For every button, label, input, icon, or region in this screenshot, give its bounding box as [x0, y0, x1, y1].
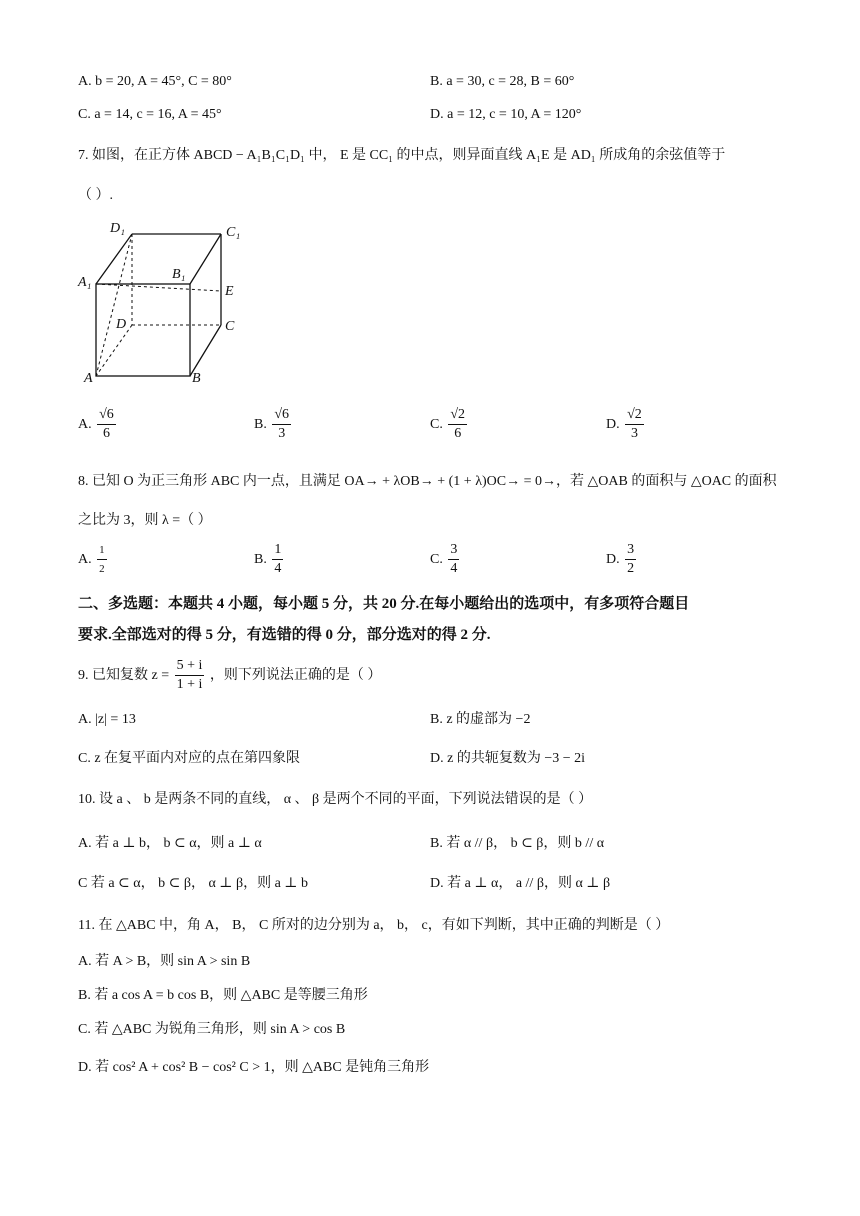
- q11-option-a: A. 若 A > B，则 sin A > sin B: [78, 954, 251, 969]
- label-b1: B₁: [172, 267, 186, 282]
- q9-option-b: B. z 的虚部为 −2: [430, 712, 531, 727]
- label-d1: D₁: [110, 221, 125, 236]
- label-a: A: [84, 371, 93, 386]
- section2-heading-line2: 要求.全部选对的得 5 分，有选错的得 0 分，部分选对的得 2 分.: [78, 627, 491, 643]
- label-e: E: [225, 284, 234, 299]
- section2-heading-line1: 二、多选题：本题共 4 小题，每小题 5 分，共 20 分.在每小题给出的选项中，有多项符合题目: [78, 596, 690, 612]
- q8-option-d: D. $\frac{3}{2}$: [606, 542, 635, 577]
- q10-option-b: B. 若 α // β， b ⊂ β，则 b // α: [430, 836, 605, 851]
- label-a1: A₁: [78, 275, 92, 290]
- q8-option-b: B. $\frac{1}{4}$: [254, 542, 282, 577]
- q11-option-b: B. 若 a cos A = b cos B，则 △ABC 是等腰三角形: [78, 988, 368, 1003]
- label-b: B: [192, 371, 201, 386]
- q7-option-c: C. $\frac{√2}{6}$: [430, 407, 466, 442]
- q9-stem: 9. 已知复数 z = $\frac{5 + i}{1 + i}$ ，则下列说法正确的是（ ）: [78, 658, 382, 693]
- q11-option-d: D. 若 cos² A + cos² B − cos² C > 1，则 △ABC 是钝角三角形: [78, 1060, 430, 1075]
- q8-stem-line1: 8. 已知 O 为正三角形 ABC 内一点，且满足 OA→ + λOB→ + (1 + λ)OC→ = 0→，若 △OAB 的面积与 △OAC 的面积: [78, 474, 777, 489]
- q6-option-a: A. b = 20, A = 45°, C = 80°: [78, 74, 232, 89]
- q8-option-a: A. $\frac{1}{2}$: [78, 540, 109, 580]
- q8-option-c: C. $\frac{3}{4}$: [430, 542, 458, 577]
- q9-option-d: D. z 的共轭复数为 −3 − 2i: [430, 751, 586, 766]
- q10-option-c: C 若 a ⊂ α， b ⊂ β， α ⊥ β，则 a ⊥ b: [78, 876, 308, 891]
- q7-option-b: B. $\frac{√6}{3}$: [254, 407, 290, 442]
- q8-stem-line2: 之比为 3，则 λ =（ ）: [78, 513, 212, 528]
- q9-option-a: A. |z| = 13: [78, 712, 136, 727]
- q11-option-c: C. 若 △ABC 为锐角三角形，则 sin A > cos B: [78, 1022, 346, 1037]
- q7-option-d: D. $\frac{√2}{3}$: [606, 407, 642, 442]
- q7-option-a: A. $\frac{√6}{6}$: [78, 407, 114, 442]
- q7-stem-line1: 7. 如图，在正方体 ABCD − A₁B₁C₁D₁ 中， E 是 CC₁ 的中点，则异面直线 A₁E 是 AD₁ 所成角的余弦值等于: [78, 148, 726, 163]
- q10-option-d: D. 若 a ⊥ α， a // β，则 α ⊥ β: [430, 876, 611, 891]
- label-c1: C₁: [226, 225, 241, 240]
- q9-option-c: C. z 在复平面内对应的点在第四象限: [78, 751, 301, 766]
- label-d: D: [116, 317, 127, 332]
- q10-option-a: A. 若 a ⊥ b， b ⊂ α，则 a ⊥ α: [78, 836, 262, 851]
- label-c: C: [225, 319, 235, 334]
- q7-stem-line2: （ ）.: [78, 188, 113, 203]
- q10-stem: 10. 设 a 、 b 是两条不同的直线， α 、 β 是两个不同的平面，下列说法错误的是（ ）: [78, 792, 593, 807]
- q11-stem: 11. 在 △ABC 中，角 A， B， C 所对的边分别为 a， b， c，有如下判断，其中正确的判断是（ ）: [78, 918, 670, 933]
- q6-option-b: B. a = 30, c = 28, B = 60°: [430, 74, 575, 89]
- cube-diagram: [74, 218, 254, 388]
- cube-figure: [74, 218, 254, 393]
- q6-option-c: C. a = 14, c = 16, A = 45°: [78, 107, 222, 122]
- q6-option-d: D. a = 12, c = 10, A = 120°: [430, 107, 582, 122]
